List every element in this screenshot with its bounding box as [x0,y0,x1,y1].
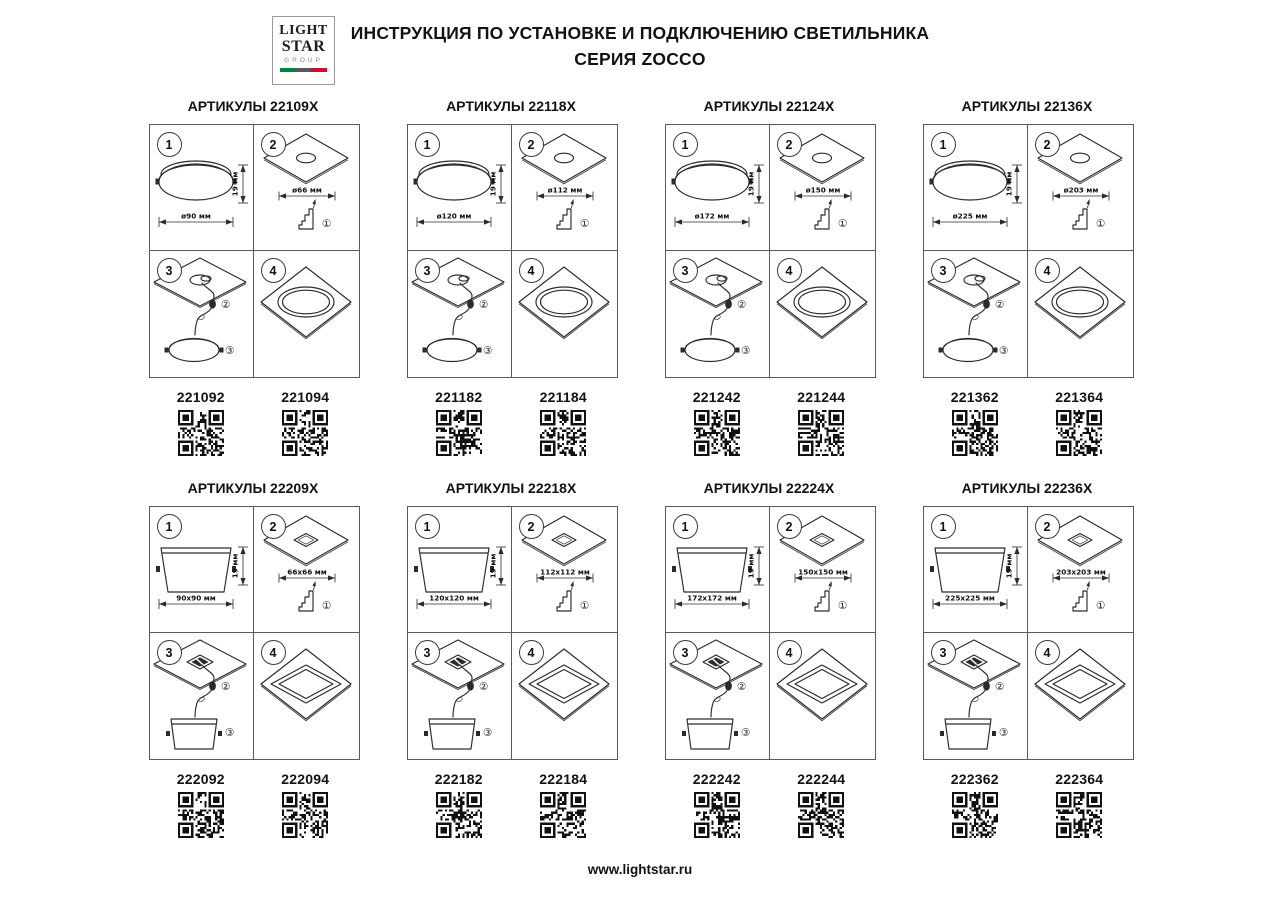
hole-dimension-label: 150x150 мм [797,567,848,577]
article-numbers-row [665,389,874,405]
product-panel [665,98,874,456]
step-1-cell [924,125,1028,251]
height-dimension-label: 19 мм [488,553,497,579]
panel-row-2 [0,480,1280,838]
step-4-cell [254,633,358,759]
wire-clip [714,696,721,702]
instruction-steps-grid [149,506,360,760]
article-numbers-row [923,389,1132,405]
width-dimension [933,594,1007,610]
height-dimension-label: 19 мм [488,171,497,197]
step-3-cell [924,251,1028,377]
step-number-badge: 2 [261,132,286,157]
hole-dimension-label: ø150 мм [805,185,840,195]
step-number-badge: 1 [673,514,698,539]
width-dimension [159,594,233,610]
step-number-badge: 3 [673,258,698,283]
page-header [0,0,1280,96]
article-numbers-row [923,771,1132,787]
ref-2-circled-number: ② [220,299,230,311]
mounting-bracket-icon [299,581,316,611]
step-number-badge: 2 [777,514,802,539]
qr-code [178,410,224,456]
product-panel [923,98,1132,456]
flag-green-segment [280,68,296,72]
qr-code [1056,792,1102,838]
width-dimension-label: 172x172 мм [686,593,737,603]
height-dimension [1004,547,1022,585]
wire-connector [725,681,732,690]
ref-1-circled-number: ① [837,600,847,612]
step-2-cell [770,507,875,633]
panel-title: АРТИКУЛЫ 22236X [961,480,1093,496]
width-dimension-label: 120x120 мм [428,593,479,603]
article-number: 222364 [1055,771,1104,787]
supply-wire [711,665,732,717]
height-dimension [488,165,506,203]
qr-code [694,410,740,456]
height-dimension-label: 19 мм [1004,553,1013,579]
article-number: 222182 [434,771,483,787]
ref-3-circled-number: ③ [482,727,492,739]
qr-codes-row [665,792,874,838]
wire-clip [456,696,463,702]
step-2-cell [1028,507,1133,633]
article-number: 222242 [692,771,741,787]
square-fixture-shape [930,548,1010,592]
step-number-badge: 2 [519,132,544,157]
qr-code [798,410,844,456]
square-fixture-shape [940,719,996,749]
installed-square-fixture [787,665,857,703]
round-hole-shape [554,153,573,163]
panel-title: АРТИКУЛЫ 22118X [446,98,576,114]
article-number: 221184 [539,389,587,405]
article-number: 221182 [435,389,483,405]
flag-red-segment [311,68,327,72]
round-fixture-shape [164,339,223,362]
square-hole-shape [187,655,213,669]
panel-title: АРТИКУЛЫ 22136X [961,98,1093,114]
ref-3-circled-number: ③ [740,345,750,357]
square-hole-shape [961,655,987,669]
qr-codes-row [407,792,616,838]
installed-square-fixture [1045,665,1115,703]
step-3-cell [666,251,770,377]
step-number-badge: 4 [519,640,544,665]
step-3-cell [408,633,512,759]
wire-clip [198,696,205,702]
step-4-cell [254,251,358,377]
product-panel [149,98,358,456]
round-hole-with-cap [190,275,211,285]
supply-wire [711,283,732,335]
ref-2-circled-number: ② [994,299,1004,311]
mounting-bracket-icon [557,581,574,611]
ref-2-circled-number: ② [220,681,230,693]
wire-connector [209,299,216,308]
step-number-badge: 3 [157,258,182,283]
square-hole-shape [1068,534,1092,547]
panel-title: АРТИКУЛЫ 22218X [445,480,577,496]
square-hole-shape [703,655,729,669]
height-dimension [488,547,506,585]
square-fixture-shape [166,719,222,749]
wire-connector [467,299,474,308]
supply-wire [195,665,216,717]
article-numbers-row [665,771,874,787]
width-dimension-label: ø225 мм [952,211,987,221]
qr-code [952,410,998,456]
step-number-badge: 1 [415,132,440,157]
product-panel [149,480,358,838]
square-fixture-shape [672,548,752,592]
step-number-badge: 2 [261,514,286,539]
height-dimension [746,165,764,203]
step-4-cell [770,251,874,377]
square-hole-shape [445,655,471,669]
square-hole-shape [294,534,318,547]
qr-codes-row [149,792,358,838]
ref-3-circled-number: ③ [482,345,492,357]
logo-flag-stripe [280,68,327,72]
article-number: 222244 [797,771,846,787]
panel-row-1 [0,98,1280,456]
square-hole-shape [810,534,834,547]
step-number-badge: 4 [519,258,544,283]
installed-round-fixture [536,287,592,317]
width-dimension-label: ø172 мм [694,211,729,221]
supply-wire [969,283,990,335]
step-number-badge: 1 [157,514,182,539]
ref-1-circled-number: ① [321,600,331,612]
ref-3-circled-number: ③ [998,727,1008,739]
ref-3-circled-number: ③ [740,727,750,739]
title-line-1: ИНСТРУКЦИЯ ПО УСТАНОВКЕ И ПОДКЛЮЧЕНИЮ СВЕТИЛЬНИКА [350,23,930,43]
hole-dimension-label: 112x112 мм [539,567,590,577]
step-4-cell [1028,251,1132,377]
width-dimension-label: 90x90 мм [175,593,216,603]
height-dimension-label: 19 мм [230,171,239,197]
ref-2-circled-number: ② [994,681,1004,693]
article-number: 222184 [539,771,588,787]
step-number-badge: 3 [415,640,440,665]
step-number-badge: 1 [673,132,698,157]
qr-codes-row [923,792,1132,838]
flag-dark-segment [296,68,312,72]
hole-dimension [795,186,851,201]
round-fixture-shape [680,339,739,362]
ref-1-circled-number: ① [837,218,847,230]
round-fixture-shape [671,161,752,200]
round-fixture-shape [938,339,997,362]
instruction-steps-grid [149,124,360,378]
wire-clip [456,314,463,320]
wire-clip [714,314,721,320]
round-fixture-shape [413,161,494,200]
width-dimension [675,594,749,610]
height-dimension [230,547,248,585]
step-2-cell [254,125,359,251]
installed-round-fixture [278,287,334,317]
square-hole-shape [552,534,576,547]
step-number-badge: 4 [777,258,802,283]
square-fixture-shape [682,719,738,749]
step-1-cell [666,125,770,251]
round-hole-shape [296,153,315,163]
wire-clip [972,696,979,702]
supply-wire [453,283,474,335]
article-numbers-row [149,389,358,405]
step-number-badge: 3 [931,640,956,665]
supply-wire [969,665,990,717]
square-fixture-shape [156,548,236,592]
hole-dimension-label: 203x203 мм [1055,567,1106,577]
lightstar-logo [272,16,335,85]
qr-code [952,792,998,838]
title-line-2: СЕРИЯ ZOCCO [574,49,706,69]
step-number-badge: 4 [261,258,286,283]
step-4-cell [512,251,616,377]
article-numbers-row [407,771,616,787]
product-panel [407,480,616,838]
installed-round-fixture [794,287,850,317]
article-number: 221242 [692,389,741,405]
mounting-bracket-icon [815,199,832,229]
hole-dimension [537,186,593,201]
step-number-badge: 4 [1035,640,1060,665]
ref-2-circled-number: ② [478,299,488,311]
step-number-badge: 4 [777,640,802,665]
ref-2-circled-number: ② [736,299,746,311]
height-dimension [1004,165,1022,203]
step-1-cell [666,507,770,633]
hole-dimension [1053,186,1109,201]
article-number: 222094 [281,771,330,787]
article-number: 221364 [1055,389,1104,405]
width-dimension-label: 225x225 мм [944,593,995,603]
article-number: 222362 [950,771,999,787]
step-4-cell [1028,633,1132,759]
wire-connector [983,681,990,690]
height-dimension [230,165,248,203]
step-4-cell [770,633,874,759]
width-dimension [933,212,1007,228]
height-dimension [746,547,764,585]
wire-connector [467,681,474,690]
step-number-badge: 3 [157,640,182,665]
panel-title: АРТИКУЛЫ 22224X [703,480,835,496]
step-number-badge: 2 [1035,514,1060,539]
step-number-badge: 3 [415,258,440,283]
qr-code [178,792,224,838]
step-number-badge: 4 [261,640,286,665]
step-number-badge: 2 [519,514,544,539]
height-dimension-label: 19 мм [746,553,755,579]
logo-light-text: LIGHT [279,23,328,38]
step-1-cell [408,125,512,251]
footer-url: www.lightstar.ru [587,862,693,877]
width-dimension [159,212,233,228]
step-1-cell [150,125,254,251]
qr-code [1056,410,1102,456]
step-2-cell [1028,125,1133,251]
step-2-cell [512,507,617,633]
mounting-bracket-icon [1073,199,1090,229]
round-hole-shape [1070,153,1089,163]
wire-connector [209,681,216,690]
square-fixture-shape [424,719,480,749]
step-number-badge: 3 [673,640,698,665]
installed-round-fixture [1052,287,1108,317]
article-number: 222092 [176,771,225,787]
step-number-badge: 1 [157,132,182,157]
step-number-badge: 2 [777,132,802,157]
round-hole-with-cap [706,275,727,285]
width-dimension-label: ø90 мм [180,211,211,221]
ref-3-circled-number: ③ [224,727,234,739]
qr-code [282,792,328,838]
logo-group-text: GROUP [284,57,323,65]
hole-dimension [279,568,335,583]
mounting-bracket-icon [1073,581,1090,611]
qr-code [694,792,740,838]
qr-code [540,792,586,838]
qr-code [436,410,482,456]
article-number: 221362 [950,389,999,405]
step-number-badge: 4 [1035,258,1060,283]
round-hole-with-cap [964,275,985,285]
round-fixture-shape [422,339,481,362]
square-fixture-shape [414,548,494,592]
hole-dimension-label: ø203 мм [1063,185,1098,195]
round-hole-with-cap [448,275,469,285]
step-number-badge: 3 [931,258,956,283]
supply-wire [195,283,216,335]
wire-clip [198,314,205,320]
wire-connector [725,299,732,308]
step-2-cell [254,507,359,633]
hole-dimension [795,568,851,583]
qr-codes-row [923,410,1132,456]
qr-code [798,792,844,838]
panel-title: АРТИКУЛЫ 22209X [187,480,319,496]
qr-code [436,792,482,838]
article-number: 221244 [797,389,846,405]
step-1-cell [150,507,254,633]
mounting-bracket-icon [299,199,316,229]
hole-dimension [537,568,593,583]
ref-2-circled-number: ② [478,681,488,693]
product-panel [665,480,874,838]
mounting-bracket-icon [815,581,832,611]
panel-title: АРТИКУЛЫ 22124X [703,98,835,114]
ref-3-circled-number: ③ [998,345,1008,357]
step-3-cell [150,251,254,377]
ref-2-circled-number: ② [736,681,746,693]
instruction-steps-grid [923,506,1134,760]
width-dimension [417,212,491,228]
logo-star-text: STAR [281,37,326,55]
qr-codes-row [665,410,874,456]
height-dimension-label: 19 мм [746,171,755,197]
step-3-cell [666,633,770,759]
ref-1-circled-number: ① [321,218,331,230]
instruction-steps-grid [665,124,876,378]
article-numbers-row [407,389,616,405]
step-3-cell [408,251,512,377]
document-title [0,20,1280,72]
step-3-cell [924,633,1028,759]
step-2-cell [512,125,617,251]
height-dimension-label: 19 мм [230,553,239,579]
ref-1-circled-number: ① [579,600,589,612]
step-1-cell [924,507,1028,633]
width-dimension [675,212,749,228]
hole-dimension-label: ø66 мм [291,185,322,195]
step-3-cell [150,633,254,759]
article-numbers-row [149,771,358,787]
instruction-steps-grid [407,506,618,760]
qr-codes-row [407,410,616,456]
height-dimension-label: 19 мм [1004,171,1013,197]
step-2-cell [770,125,875,251]
hole-dimension-label: ø112 мм [547,185,582,195]
product-panel [407,98,616,456]
instruction-steps-grid [923,124,1134,378]
supply-wire [453,665,474,717]
instruction-steps-grid [407,124,618,378]
width-dimension-label: ø120 мм [436,211,471,221]
article-number: 221094 [281,389,330,405]
installed-square-fixture [271,665,341,703]
step-1-cell [408,507,512,633]
ref-1-circled-number: ① [579,218,589,230]
hole-dimension-label: 66x66 мм [286,567,327,577]
qr-code [540,410,586,456]
round-hole-shape [812,153,831,163]
round-fixture-shape [929,161,1010,200]
ref-1-circled-number: ① [1095,600,1105,612]
mounting-bracket-icon [557,199,574,229]
qr-code [282,410,328,456]
step-4-cell [512,633,616,759]
panel-title: АРТИКУЛЫ 22109X [187,98,319,114]
product-panel [923,480,1132,838]
instruction-steps-grid [665,506,876,760]
article-number: 221092 [176,389,225,405]
width-dimension [417,594,491,610]
wire-connector [983,299,990,308]
step-number-badge: 1 [931,132,956,157]
qr-codes-row [149,410,358,456]
wire-clip [972,314,979,320]
step-number-badge: 1 [415,514,440,539]
round-fixture-shape [155,161,236,200]
ref-3-circled-number: ③ [224,345,234,357]
hole-dimension [1053,568,1109,583]
installed-square-fixture [529,665,599,703]
hole-dimension [279,186,335,201]
step-number-badge: 2 [1035,132,1060,157]
ref-1-circled-number: ① [1095,218,1105,230]
step-number-badge: 1 [931,514,956,539]
